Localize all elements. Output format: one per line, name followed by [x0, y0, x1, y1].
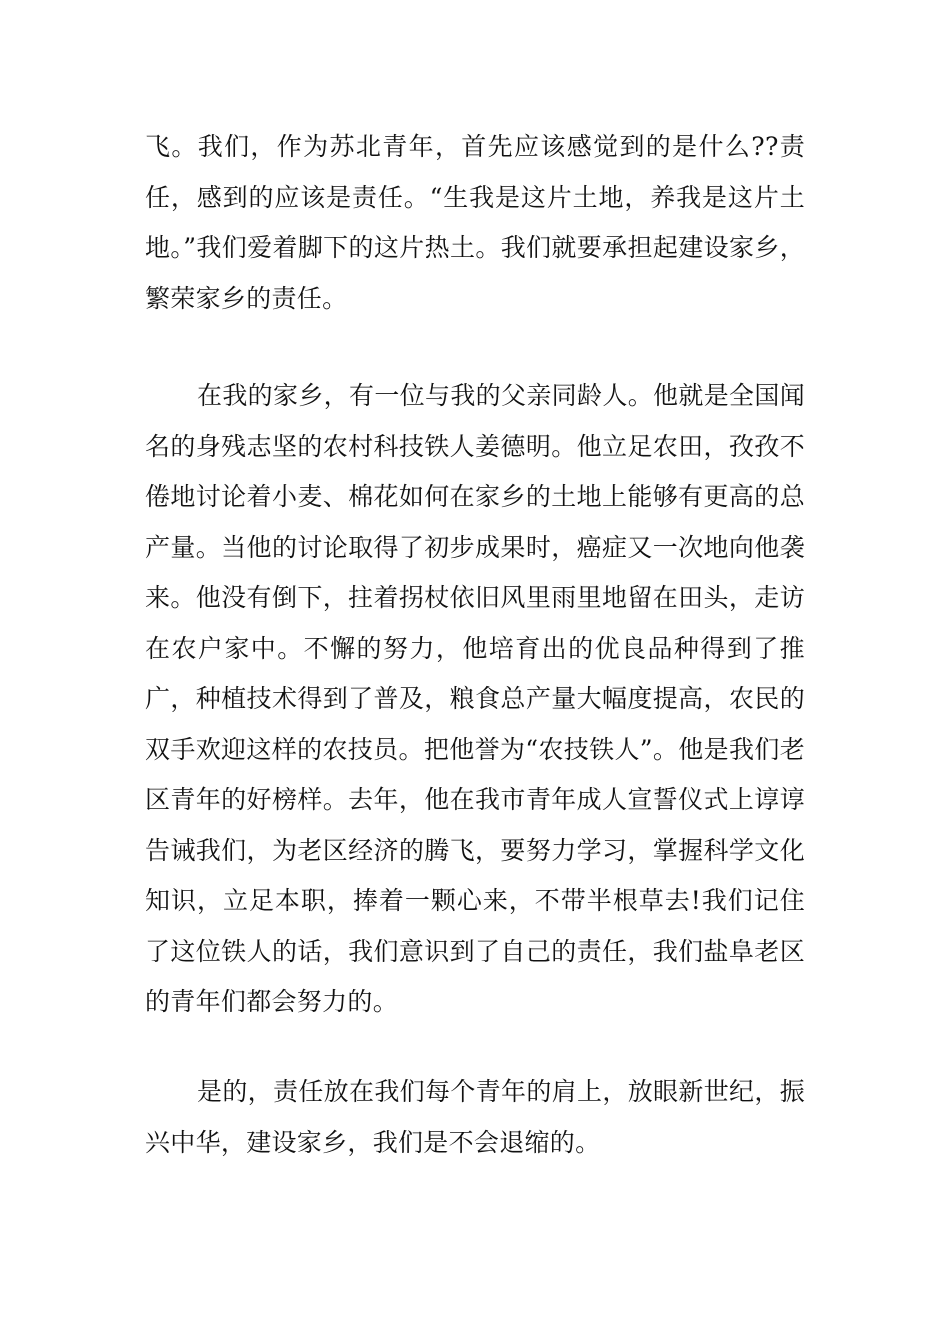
paragraph-conclusion: 是的，责任放在我们每个青年的肩上，放眼新世纪，振兴中华，建设家乡，我们是不会退缩的。 [145, 1077, 805, 1157]
paragraph-continuation: 飞。我们，作为苏北青年，首先应该感觉到的是什么??责任，感到的应该是责任。“生我是这片土地，养我是这片土地。”我们爱着脚下的这片热土。我们就要承担起建设家乡，繁荣家乡的责任。 [145, 132, 805, 313]
paragraph-jiang-deming: 在我的家乡，有一位与我的父亲同龄人。他就是全国闻名的身残志坚的农村科技铁人姜德明。他立足农田，孜孜不倦地讨论着小麦、棉花如何在家乡的土地上能够有更高的总产量。当他的讨论取得了初步成果时，癌症又一次地向他袭来。他没有倒下，拄着拐杖依旧风里雨里地留在田头，走访在农户家中。不懈的努力，他培育出的优良品种得到了推广，种植技术得到了普及，粮食总产量大幅度提高，农民的双手欢迎这样的农技员。把他誉为“农技铁人”。他是我们老区青年的好榜样。去年，他在我市青年成人宣誓仪式上谆谆告诫我们，为老区经济的腾飞，要努力学习，掌握科学文化知识，立足本职，捧着一颗心来，不带半根草去!我们记住了这位铁人的话，我们意识到了自己的责任，我们盐阜老区的青年们都会努力的。 [145, 381, 805, 1016]
